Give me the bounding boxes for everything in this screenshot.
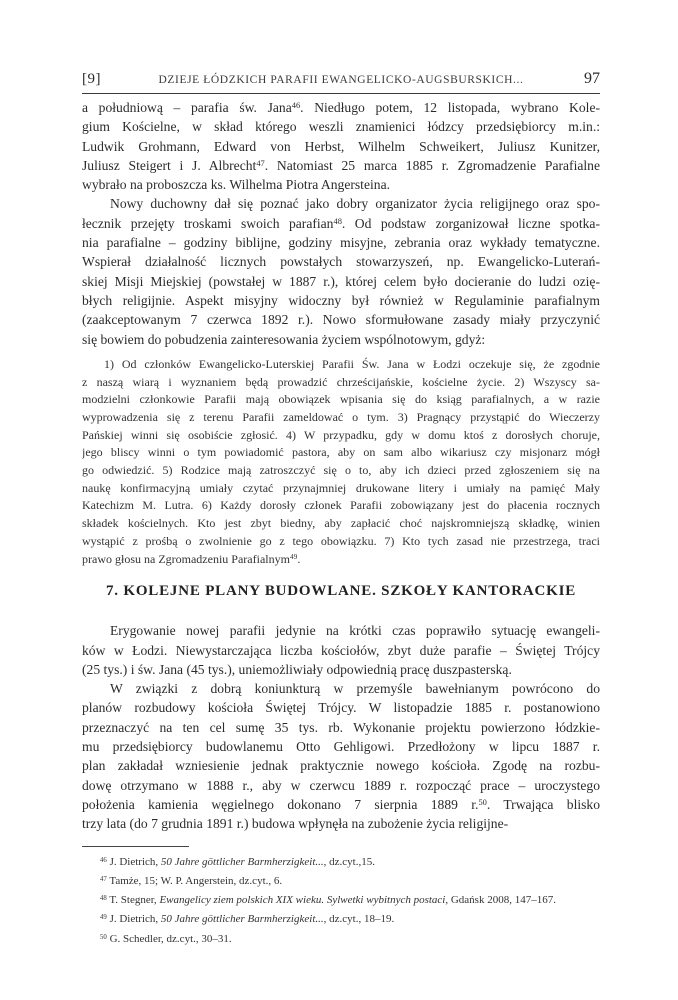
footnote-list [82,853,600,949]
text-line: mu przedsiębiorcy budowlanemu Otto Gehligowi. Przedłożony w lipcu 1887 r. [82,739,600,755]
footnote: $^{50}$ G. Schedler, dz.cyt., 30–31. [100,932,232,945]
text-line: wyprowadzenia się z terenu Parafii zameldować o tym. 3) Pragnący przystąpić do Wieczerzy [82,409,600,424]
text-line: prawo głosu na Zgromadzeniu Parafialnym$^{49}$. [82,551,301,566]
text-line: W związki z dobrą koniunkturą w przemyśle bawełnianym powrócono do [110,681,600,697]
text-line: Pańskiej winni się osobiście zgłosić. 4) W przypadku, gdy w domu ktoś z dorosłych choruje, [82,427,600,442]
text-line: dowę otrzymano w 1888 r., aby w czerwcu 1889 r. rozpocząć prace – uroczystego [82,777,600,793]
text-line: Wspierał działalność licznych powstałych stowarzyszeń, np. Ewangelicko-Luterań- [82,254,600,270]
footnote: $^{48}$ T. Stegner, Ewangelicy ziem polskich XIX wieku. Sylwetki wybitnych postaci, Gdańsk 2008, 147–167. [100,894,556,907]
block-quote [82,356,600,568]
text-line: go odwiedzić. 5) Rodzice mają zatroszczyć się o to, aby ich dzieci przed zgłoszeniem się na [82,463,600,478]
text-line: błych religijnie. Aspekt misyjny widoczny był również w Regulaminie parafialnym [82,292,600,308]
text-line: położenia kamienia węgielnego dokonano 7 sierpnia 1889 r.$^{50}$. Trwająca blisko [82,796,600,812]
text-line: nia parafialne – godziny biblijne, godziny misyjne, zebrania oraz wykłady tematyczne. [82,235,600,251]
paragraph [82,679,600,833]
paragraph [82,194,600,348]
text-line: planów rozbudowy kościoła Świętej Trójcy. W listopadzie 1885 r. postanowiono [82,700,600,716]
text-line: łecznik przejęty troskami swoich parafian$^{48}$. Od podstaw zorganizował liczne spotka- [82,215,600,231]
text-line: (zaakceptowanym 7 czerwca 1892 r.). Nowo sformułowane zasady miały przyczynić [82,312,600,328]
footnote-separator-rule [82,846,189,847]
text-line: wybrało na proboszcza ks. Wilhelma Piotra Angersteina. [82,177,390,193]
text-line: z naszą wiarą i wyznaniem będą prowadzić chrześcijańskie, kościelne życie. 2) Wszyscy sa- [82,374,600,389]
text-line: (25 tys.) i św. Jana (45 tys.), uniemożliwiały odpowiednią pracę duszpasterską. [82,661,512,677]
paragraph [82,621,600,679]
text-line: trzy lata (do 7 grudnia 1891 r.) budowa wpłynęła na zubożenie życia religijne- [82,816,509,832]
running-header [82,70,600,94]
footnotes-section [82,846,600,949]
running-title: DZIEJE ŁÓDZKICH PARAFII EWANGELICKO-AUGSBURSKICH... [158,74,524,86]
text-line: 1) Od członków Ewangelicko-Luterskiej Parafii Św. Jana w Łodzi oczekuje się, że zgodnie [104,356,600,371]
text-line: wystąpić z prośbą o zwolnienie go z tego obowiązku. 7) Kto tych zasad nie przestrzega, traci [82,533,600,548]
footnote: $^{47}$ Tamże, 15; W. P. Angerstein, dz.cyt., 6. [100,874,283,887]
text-line: naukę konfirmacyjną umiały czytać przynajmniej drukowane litery i umiały na pamięć Mały [82,480,600,495]
text-line: jego bliscy winni o tym powiadomić pastora, aby on sam albo wikariusz czy misjonarz mógł [82,445,600,460]
text-line: Katechizm M. Lutra. 6) Każdy dorosły członek Parafii zobowiązany jest do płacenia rocznych [82,498,600,513]
text-line: ków w Łodzi. Niewystarczająca liczba kościołów, zbyt duże parafie – Świętej Trójcy [82,642,600,658]
issue-bracket-number: [9] [82,71,101,87]
paragraph-continuation [82,98,600,194]
text-line: a południową – parafia św. Jana$^{46}$. Niedługo potem, 12 listopada, wybrano Kole- [82,100,600,115]
footnote: $^{49}$ J. Dietrich, 50 Jahre göttlicher Barmherzigkeit..., dz.cyt., 18–19. [100,913,395,926]
text-line: przeznaczyć na ten cel sumę 35 tys. rb. Wykonanie projektu powierzono łódzkie- [82,719,600,735]
text-line: Ludwik Grohmann, Edward von Herbst, Wilhelm Schweikert, Juliusz Kunitzer, [82,138,600,154]
footnote: $^{46}$ J. Dietrich, 50 Jahre göttlicher Barmherzigkeit..., dz.cyt.,15. [100,855,375,868]
text-line: Nowy duchowny dał się poznać jako dobry organizator życia religijnego oraz spo- [110,196,600,212]
text-line: składek kościelnych. Kto jest zbyt biedny, aby zapłacić choć najskromniejszą składkę, winien [82,516,600,531]
text-line: Erygowanie nowej parafii jedynie na krótki czas poprawiło sytuację ewangeli- [110,623,600,639]
text-line: modzielni członkowie Parafii mają obowiązek wpisania się do ksiąg parafialnych, a w razie [82,392,600,407]
text-line: gium Kościelne, w skład którego weszli znamienici łódzcy przedsiębiorcy m.in.: [82,119,600,135]
page-number: 97 [584,70,600,87]
text-line: się bowiem do pobudzenia zainteresowania życiem wspólnotowym, gdyż: [82,331,486,347]
text-line: plan zakładał wzniesienie jednak praktycznie nowego kościoła. Zgodę na rozbu- [82,758,600,774]
text-line: Juliusz Steigert i J. Albrecht$^{47}$. Natomiast 25 marca 1885 r. Zgromadzenie Parafialne [82,157,600,173]
section-heading: 7. KOLEJNE PLANY BUDOWLANE. SZKOŁY KANTORACKIE [105,583,577,600]
text-line: skiej Misji Miejskiej (powstałej w 1887 r.), której celem było docieranie do ludzi ozię- [82,273,600,289]
